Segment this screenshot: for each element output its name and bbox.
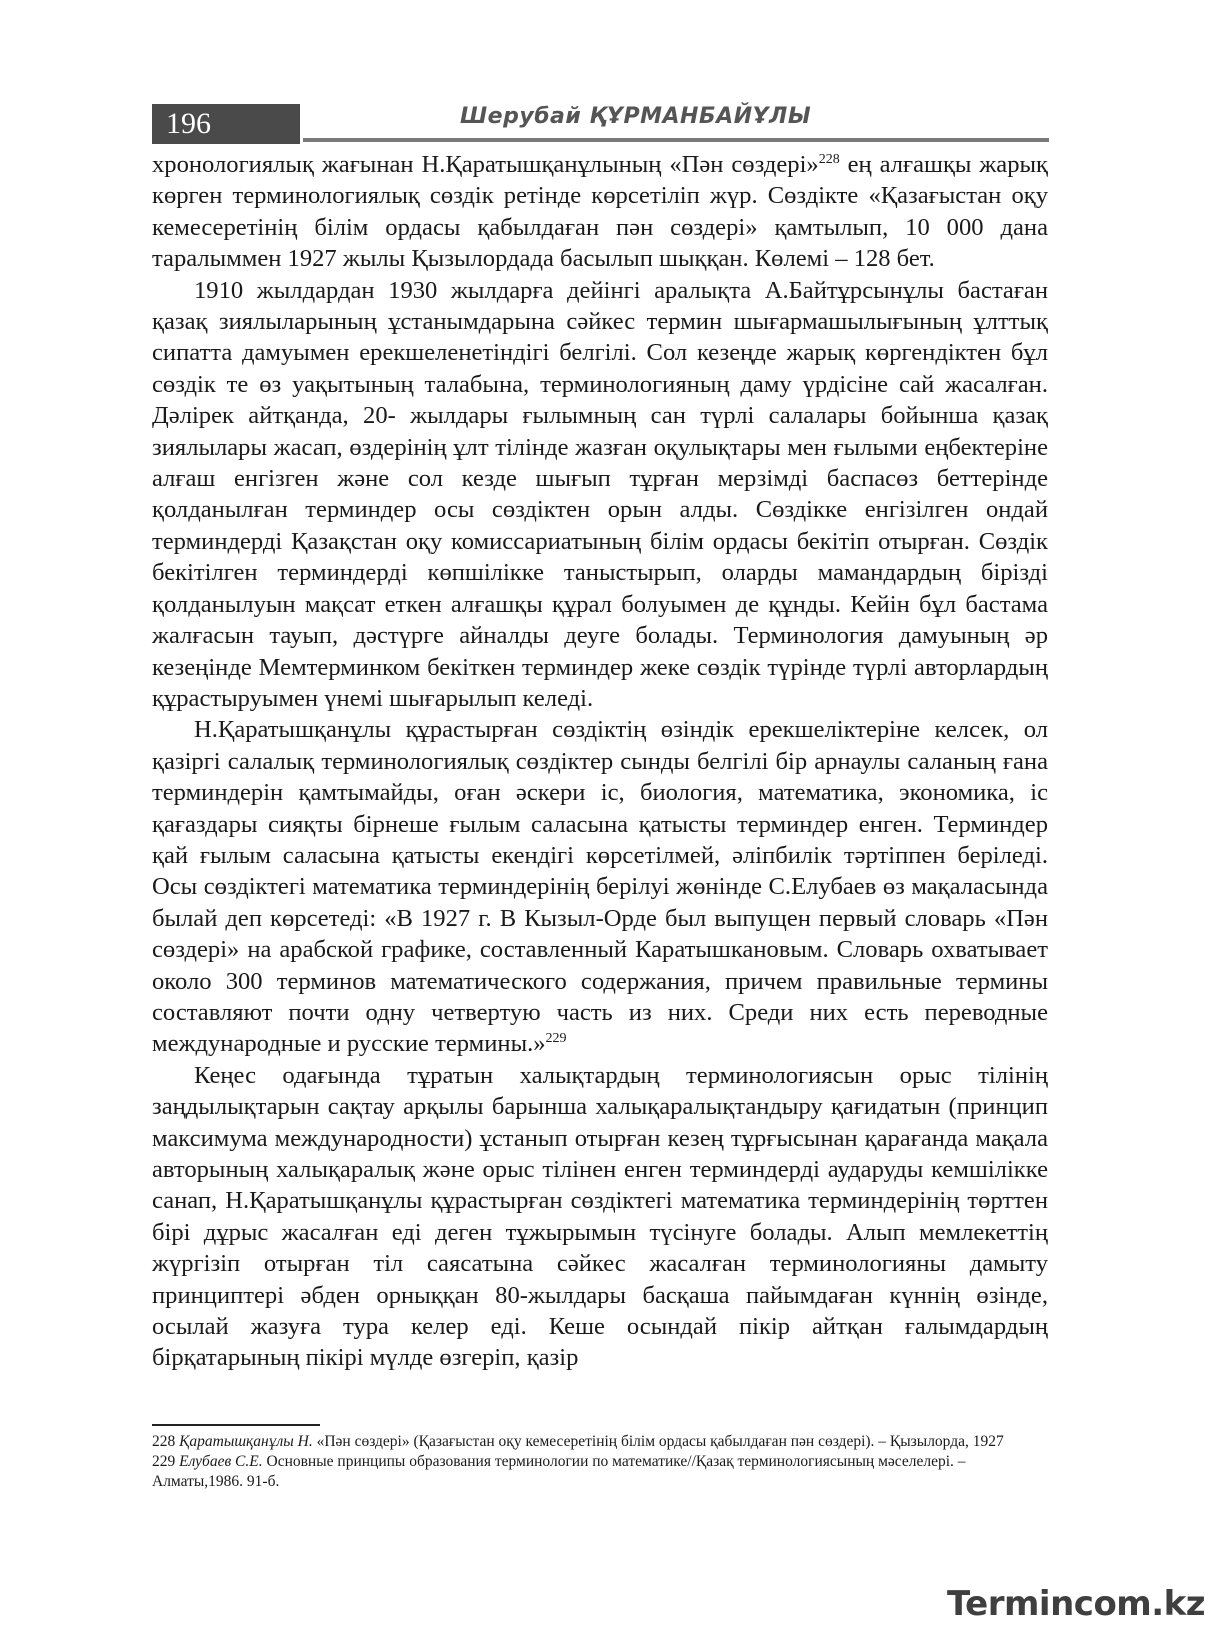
footnote-228-number: 228 — [152, 1433, 180, 1450]
paragraph-1 — [152, 149, 1048, 275]
paragraph-1-text-b: ең алғашқы жарық көрген терминологиялық сөздік ретінде көрсетіліп жүр. Сөздікте «Қазағыстан оқу кемесеретінің білім ордасы қабылдаған пән сөздері» қамтылып, 10 000 дана таралыммен 1927 жылы Қызылордада басылып шыққан. Көлемі – 128 бет. — [152, 151, 1048, 273]
page-number: 196 — [152, 104, 300, 144]
paragraph-1-text-a: хронологиялық жағынан Н.Қаратышқанұлының «Пән сөздері» — [152, 151, 819, 178]
footnotes — [152, 1432, 1048, 1492]
footnote-228-text: «Пән сөздері» (Қазағыстан оқу кемесеретінің білім ордасы қабылдаған пән сөздері). – Қызылорда, 1927 — [312, 1433, 1004, 1450]
footnote-229 — [152, 1452, 1048, 1492]
paragraph-3-text: Н.Қаратышқанұлы құрастырған сөздіктің өзіндік ерекшеліктеріне келсек, ол қазіргі салалық терминологиялық сөздіктер сынды белгілі бір арнаулы саланың ғана терминдерін қамтымайды, оған әскери іс, биология, математика, экономика, іс қағаздары сияқты бірнеше ғылым саласына қатысты терминдер енген. Терминдер қай ғылым саласына қатысты екендігі көрсетілмей, әліпбилік тәртіппен беріледі. Осы сөздіктегі математика терминдерінің берілуі жөнінде С.Елубаев өз мақаласында былай деп көрсетеді: «В 1927 г. В Кызыл-Орде был выпущен первый словарь «Пән сөздері» на арабской графике, составленный Каратышкановым. Словарь охватывает около 300 терминов математического содержания, причем правильные термины составляют почти одну четвертую часть из них. Среди них есть переводные международные и русские термины.» — [152, 716, 1048, 1058]
header-rule — [303, 138, 1049, 142]
running-head-author: Шерубай ҚҰРМАНБАЙҰЛЫ — [460, 104, 812, 129]
watermark-logo: Termincom.kz — [947, 1584, 1205, 1624]
paragraph-4: Кеңес одағында тұратын халықтардың терминологиясын орыс тілінің заңдылықтарын сақтау арқылы барынша халықаралықтандыру қағидатын (принцип максимума международности) ұстанып отырған кезең тұрғысынан қарағанда мақала авторының халықаралық және орыс тілінен енген терминдерді аударуды кемшілікке санап, Н.Қаратышқанұлы құрастырған сөздіктегі математика терминдерінің төрттен бірі дұрыс жасалған еді деген тұжырымын түсінуге болады. Алып мемлекеттің жүргізіп отырған тіл саясатына сәйкес жасалған терминологияны дамыту принциптері әбден орныққан 80-жылдары басқаша пайымдаған күннің өзінде, осылай жазуға тура келер еді. Кеше осындай пікір айтқан ғалымдардың бірқатарының пікірі мүлде өзгеріп, қазір — [152, 1061, 1048, 1372]
paragraph-2: 1910 жылдардан 1930 жылдарға дейінгі аралықта А.Байтұрсынұлы бастаған қазақ зиялыларының ұстанымдарына сәйкес термин шығармашылығының ұлттық сипатта дамуымен ерекшеленетіндігі белгілі. Сол кезеңде жарық көргендіктен бұл сөздік те өз уақытының талабына, терминологияның даму үрдісіне сай жасалған. Дәлірек айтқанда, 20- жылдары ғылымның сан түрлі салалары бойынша қазақ зиялылары жасап, өздерінің ұлт тілінде жазған оқулықтары мен ғылыми еңбектеріне алғаш енгізген және сол кезде шығып тұрған мерзімді баспасөз беттерінде қолданылған терминдер осы сөздіктен орын алды. Сөздікке енгізілген ондай терминдерді Қазақстан оқу комиссариатының білім ордасы бекітіп отырған. Сөздік бекітілген терминдерді көпшілікке таныстырып, оларды мамандардың бірізді қолданылуын мақсат еткен алғашқы құрал болуымен де құнды. Кейін бұл бастама жалғасын тауып, дәстүрге айналды деуге болады. Терминология дамуының әр кезеңінде Мемтерминком бекіткен терминдер жеке сөздік түрінде түрлі авторлардың құрастыруымен үнемі шығарылып келеді. — [152, 276, 1048, 712]
footnote-228-author: Қаратышқанұлы Н. — [179, 1433, 313, 1450]
footnote-229-number: 229 — [152, 1453, 180, 1470]
footnote-229-text: Основные принципы образования терминологии по математике//Қазақ терминологиясының мәселелері. –Алматы,1986. 91-б. — [152, 1453, 966, 1490]
footnote-228 — [152, 1432, 1048, 1452]
footnote-ref-229[interactable]: 229 — [545, 1031, 567, 1047]
footnote-ref-228[interactable]: 228 — [818, 152, 840, 167]
main-text — [152, 149, 1048, 1374]
paragraph-3 — [152, 714, 1048, 1059]
footnote-229-author: Елубаев С.Е. — [179, 1453, 263, 1470]
footnote-rule — [152, 1424, 320, 1426]
